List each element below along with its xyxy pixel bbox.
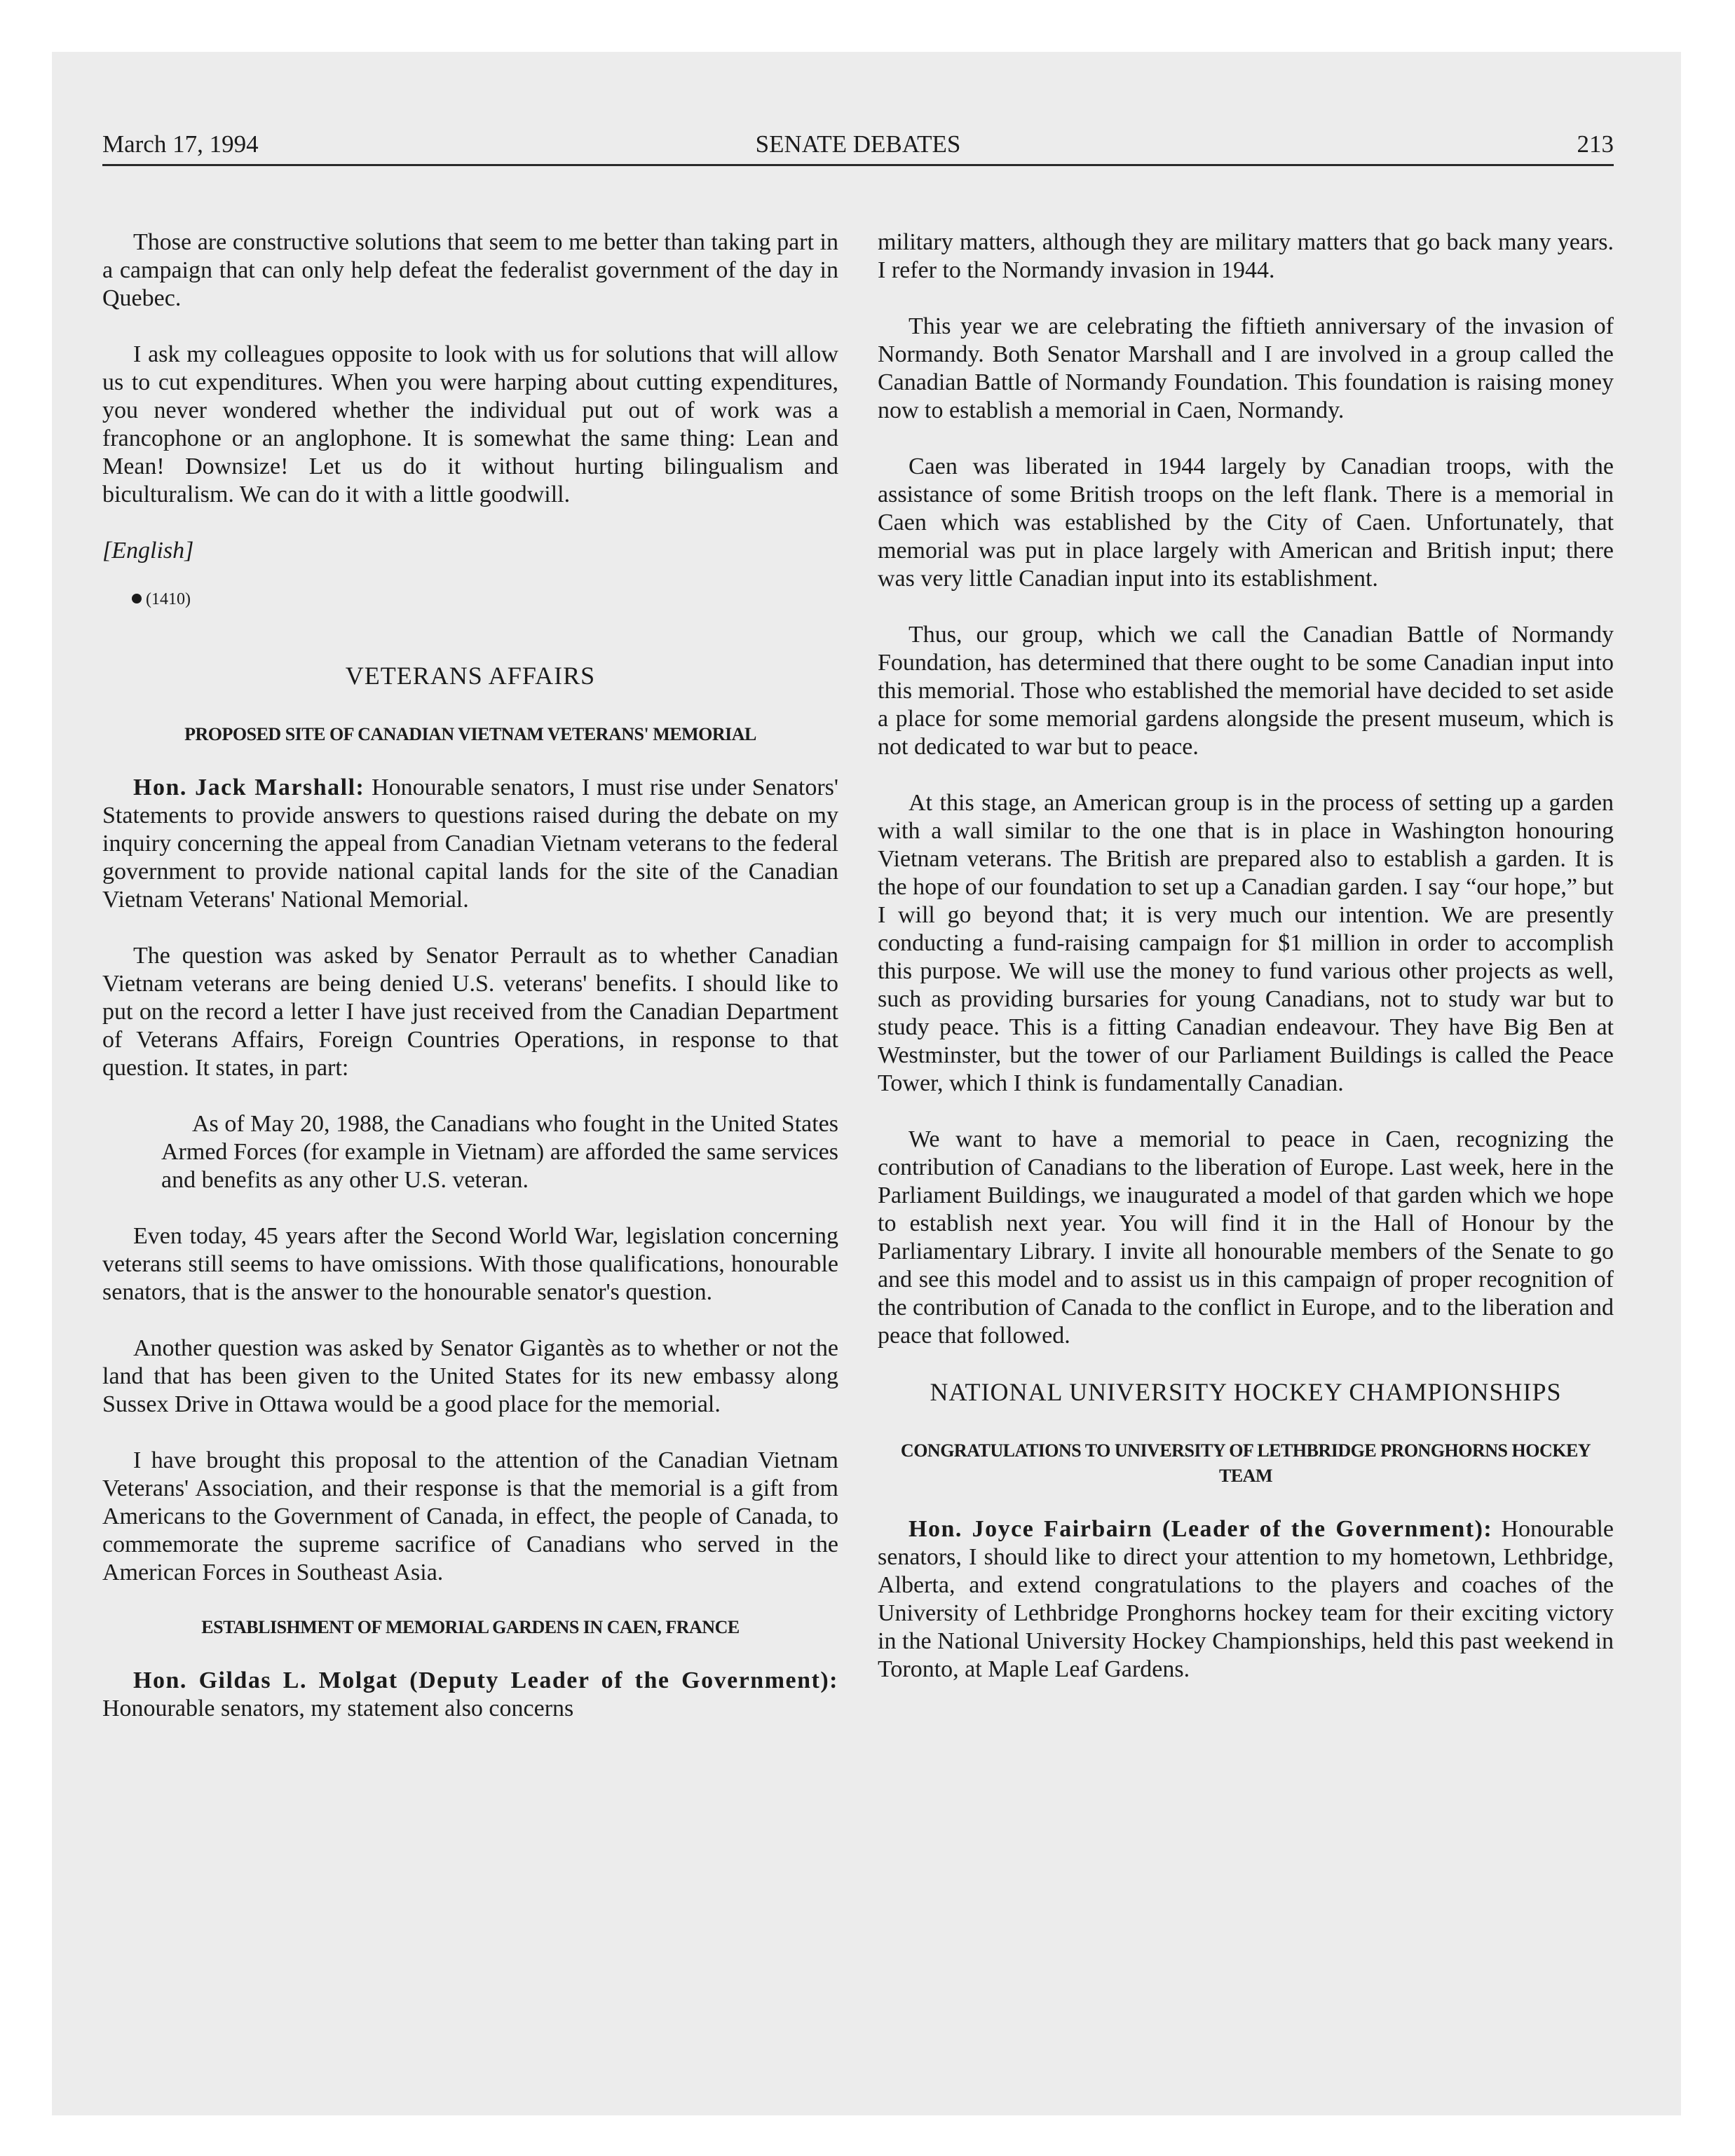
block-quote — [102, 1110, 838, 1194]
speaker-name: Hon. Joyce Fairbairn (Leader of the Government): — [909, 1516, 1493, 1542]
speech-text: Honourable senators, I must rise under Senators' Statements to provide answers to questions raised during the debate on my inquiry concerning the appeal from Canadian Vietnam veterans to the federal government to provide national capital lands for the site of the Canadian Vietnam Veterans' National Memorial. — [102, 775, 838, 913]
page-header — [102, 130, 1614, 166]
subheading: CONGRATULATIONS TO UNIVERSITY OF LETHBRIDGE PRONGHORNS HOCKEY TEAM — [900, 1440, 1591, 1486]
paragraph: I ask my colleagues opposite to look with us for solutions that will allow us to cut expenditures. When you were harping about cutting expenditures, you never wondered whether the individual put out of work was a francophone or an anglophone. It is somewhat the same thing: Lean and Mean! Downsize! Let us do it without hurting bilingualism and biculturalism. We can do it with a little goodwill. — [102, 341, 838, 507]
speech-text: Honourable senators, my statement also concerns — [102, 1696, 574, 1721]
left-column — [102, 228, 838, 1751]
paragraph: Caen was liberated in 1944 largely by Canadian troops, with the assistance of some British troops on the left flank. There is a memorial in Caen which was established by the City of Caen. Unfortunately, that memorial was put in place largely with American and British input; there was very little Canadian input into its establishment. — [878, 453, 1614, 592]
header-date: March 17, 1994 — [102, 130, 259, 158]
section-heading: VETERANS AFFAIRS — [345, 662, 596, 690]
quote-text: As of May 20, 1988, the Canadians who fought in the United States Armed Forces (for example in Vietnam) are afforded the same services and benefits as any other U.S. veteran. — [161, 1111, 838, 1193]
speaker-name: Hon. Gildas L. Molgat (Deputy Leader of the Government): — [133, 1667, 838, 1693]
paragraph: military matters, although they are military matters that go back many years. I refer to the Normandy invasion in 1944. — [878, 229, 1614, 283]
language-marker: [English] — [102, 538, 194, 564]
paragraph: Thus, our group, which we call the Canadian Battle of Normandy Foundation, has determined that there ought to be some Canadian input into this memorial. Those who established the memorial have decided to set aside a place for some memorial gardens alongside the present museum, which is not dedicated to war but to peace. — [878, 622, 1614, 760]
paragraph — [878, 1515, 1614, 1684]
section-heading: NATIONAL UNIVERSITY HOCKEY CHAMPIONSHIPS — [930, 1378, 1562, 1406]
speech-text: Honourable senators, I should like to direct your attention to my hometown, Lethbridge, Alberta, and extend congratulations to the players and coaches of the University of Lethbridge Pronghorns hockey team for their exciting victory in the National University Hockey Championships, held this past weekend in Toronto, at Maple Leaf Gardens. — [878, 1516, 1614, 1682]
page-number: 213 — [1577, 130, 1614, 158]
paragraph: The question was asked by Senator Perrault as to whether Canadian Vietnam veterans are being denied U.S. veterans' benefits. I should like to put on the record a letter I have just received from the Canadian Department of Veterans Affairs, Foreign Countries Operations, in response to that question. It states, in part: — [102, 943, 838, 1081]
paragraph: This year we are celebrating the fiftieth anniversary of the invasion of Normandy. Both Senator Marshall and I are involved in a group called the Canadian Battle of Normandy Foundation. This foundation is raising money now to establish a memorial in Caen, Normandy. — [878, 313, 1614, 423]
header-title: SENATE DEBATES — [755, 130, 961, 158]
right-column — [878, 228, 1614, 1712]
paragraph: At this stage, an American group is in the process of setting up a garden with a wall similar to the one that is in place in Washington honouring Vietnam veterans. The British are prepared also to establish a garden. It is the hope of our foundation to set up a Canadian garden. I say “our hope,” but I will go beyond that; it is very much our intention. We are presently conducting a fund-raising campaign for $1 million in order to accomplish this purpose. We will use the money to fund various other projects as well, such as providing bursaries for young Canadians, not to study war but to study peace. This is a fitting Canadian endeavour. They have Big Ben at Westminster, but the tower of our Parliament Buildings is called the Peace Tower, which I think is fundamentally Canadian. — [878, 790, 1614, 1096]
speaker-name: Hon. Jack Marshall: — [133, 775, 365, 800]
paragraph: Even today, 45 years after the Second World War, legislation concerning veterans still seems to have omissions. With those qualifications, honourable senators, that is the answer to the honourable senator's question. — [102, 1223, 838, 1305]
subheading: ESTABLISHMENT OF MEMORIAL GARDENS IN CAEN, FRANCE — [201, 1617, 740, 1637]
paragraph — [102, 774, 838, 914]
timestamp — [132, 589, 838, 610]
paragraph: We want to have a memorial to peace in Caen, recognizing the contribution of Canadians to the liberation of Europe. Last week, here in the Parliament Buildings, we inaugurated a model of that garden which we hope to establish next year. You will find it in the Hall of Honour by the Parliamentary Library. I invite all honourable members of the Senate to go and see this model and to assist us in this campaign of proper recognition of the contribution of Canada to the conflict in Europe, and to the liberation and peace that followed. — [878, 1126, 1614, 1349]
bullet-icon — [132, 594, 142, 603]
paragraph: Those are constructive solutions that seem to me better than taking part in a campaign that can only help defeat the federalist government of the day in Quebec. — [102, 229, 838, 311]
paragraph — [102, 1667, 838, 1723]
paragraph: Another question was asked by Senator Gigantès as to whether or not the land that has been given to the United States for its new embassy along Sussex Drive in Ottawa would be a good place for the memorial. — [102, 1335, 838, 1417]
paragraph: I have brought this proposal to the attention of the Canadian Vietnam Veterans' Association, and their response is that the memorial is a gift from Americans to the Government of Canada, in effect, the people of Canada, to commemorate the supreme sacrifice of Canadians who served in the American Forces in Southeast Asia. — [102, 1447, 838, 1585]
timestamp-text: (1410) — [146, 590, 191, 608]
subheading: PROPOSED SITE OF CANADIAN VIETNAM VETERANS' MEMORIAL — [184, 724, 756, 744]
